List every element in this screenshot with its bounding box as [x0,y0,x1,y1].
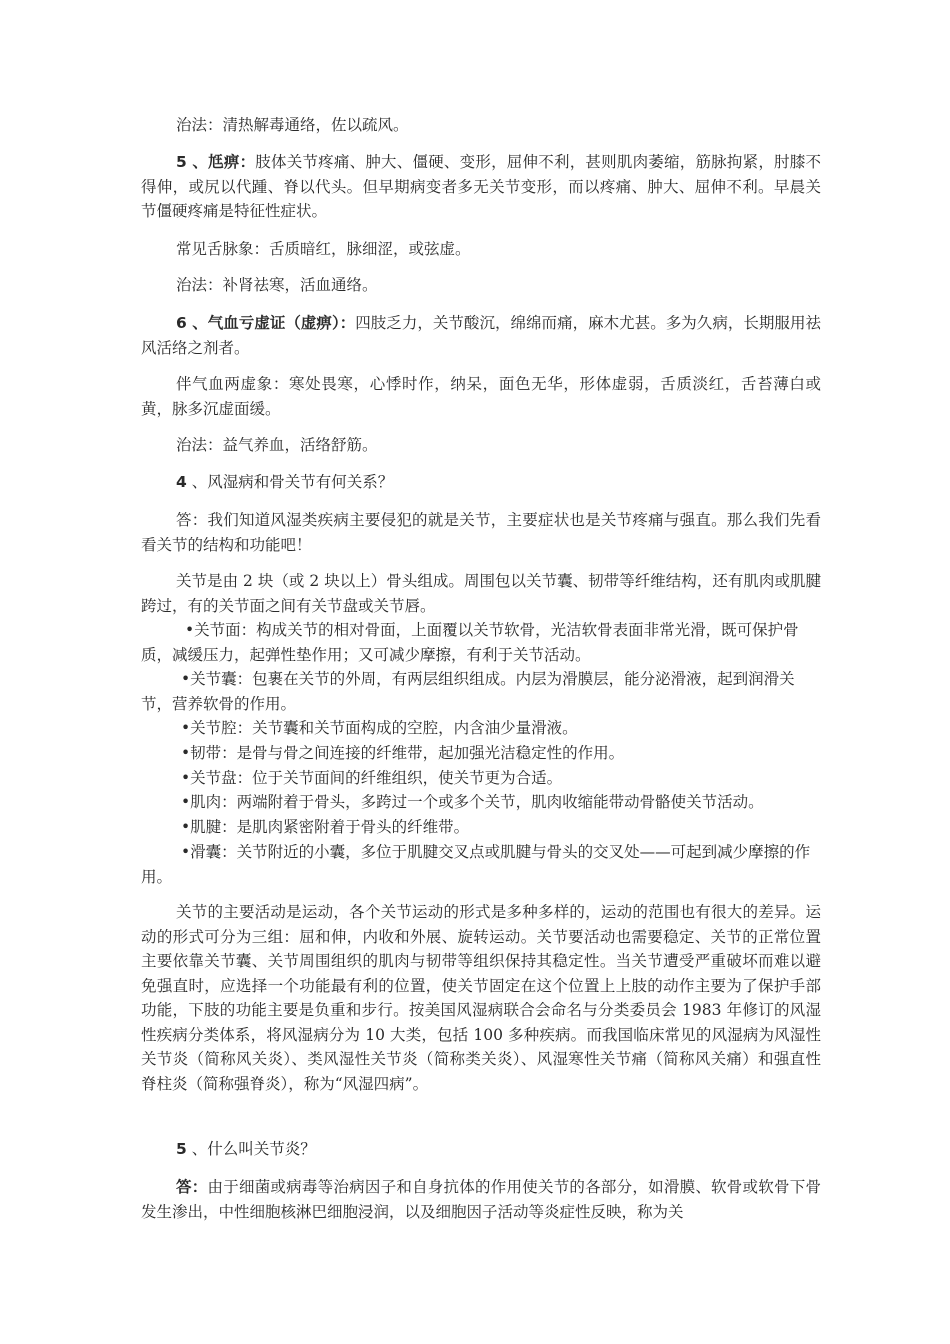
paragraph-answer-5 [141,1175,821,1224]
paragraph-qixue [141,311,821,360]
bullet-text: •关节腔：关节囊和关节面构成的空腔，内含油少量滑液。 [181,719,578,737]
question-heading-4 [141,470,821,495]
bullet-joint-cavity [141,716,821,741]
paragraph-text: 关节是由 2 块（或 2 块以上）骨头组成。周围包以关节囊、韧带等纤维结构，还有肌肉或肌腱跨过，有的关节面之间有关节盘或关节唇。 [141,572,821,615]
paragraph-symptoms [141,372,821,421]
question-text: 、风湿病和骨关节有何关系？ [186,473,394,491]
paragraph-text: 治法：益气养血，活络舒筋。 [176,436,378,454]
answer-label: 答： [176,1178,208,1196]
paragraph-answer-4 [141,508,821,557]
bullet-text: •韧带：是骨与骨之间连接的纤维带，起加强光洁稳定性的作用。 [181,744,625,762]
bullet-joint-surface [141,618,821,667]
paragraph-treatment-3 [141,433,821,458]
bullet-joint-capsule [141,667,821,716]
item-number: 5 [176,1140,187,1158]
paragraph-text: 四肢乏力，关节酸沉，绵绵而痛，麻木尤甚。多为久病，长期服用祛风活络之剂者。 [141,314,821,357]
item-heading: 、尪痹： [186,153,256,171]
paragraph-text: 治法：清热解毒通络，佐以疏风。 [176,116,409,134]
paragraph-joint-movement [141,900,821,1096]
bullet-ligament [141,741,821,766]
question-text: 、什么叫关节炎？ [186,1140,316,1158]
bullet-text: •关节囊：包裹在关节的外周，有两层组织组成。内层为滑膜层，能分泌滑液，起到润滑关节，营养软骨的作用。 [141,670,795,713]
paragraph-text: 常见舌脉象：舌质暗红，脉细涩，或弦虚。 [176,240,471,258]
question-heading-5 [141,1137,821,1162]
paragraph-text: 伴气血两虚象：寒处畏寒，心悸时作，纳呆，面色无华，形体虚弱，舌质淡红，舌苔薄白或黄，脉多沉虚面缓。 [141,375,821,418]
paragraph-treatment-2 [141,273,821,298]
bullet-text: •关节盘：位于关节面间的纤维组织，使关节更为合适。 [181,769,563,787]
paragraph-joint-intro [141,569,821,618]
bullet-bursa [141,840,821,889]
bullet-muscle [141,790,821,815]
paragraph-text: 关节的主要活动是运动，各个关节运动的形式是多种多样的，运动的范围也有很大的差异。运动的形式可分为三组：屈和伸，内收和外展、旋转运动。关节要活动也需要稳定、关节的正常位置主要依靠关节囊、关节周围组织的肌肉与韧带等组织保持其稳定性。当关节遭受严重破坏而难以避免强直时，应选择一个功能最有利的位置，使关节固定在这个位置上上肢的动作主要为了保护手部功能，下肢的功能主要是负重和步行。按美国风湿病联合会命名与分类委员会 1983 年修订的风湿性疾病分类体系，将风湿病分为 10 大类，包括 100 多种疾病。而我国临床常见的风湿病为风湿性关节炎（简称风关炎）、类风湿性关节炎（简称类关炎）、风湿寒性关节痛（简称风关痛）和强直性脊柱炎（简称强脊炎），称为“风湿四病”。 [141,903,821,1093]
bullet-text: •肌肉：两端附着于骨头，多跨过一个或多个关节，肌肉收缩能带动骨骼使关节活动。 [181,793,764,811]
item-number: 6 [176,314,187,332]
bullet-text: •滑囊：关节附近的小囊，多位于肌腱交叉点或肌腱与骨头的交叉处——可起到减少摩擦的作用。 [141,843,811,886]
paragraph-text: 治法：补肾祛寒，活血通络。 [176,276,378,294]
paragraph-text: 答：我们知道风湿类疾病主要侵犯的就是关节，主要症状也是关节疼痛与强直。那么我们先看看关节的结构和功能吧！ [141,511,821,554]
paragraph-text: 由于细菌或病毒等治病因子和自身抗体的作用使关节的各部分，如滑膜、软骨或软骨下骨发生渗出，中性细胞核淋巴细胞浸润，以及细胞因子活动等炎症性反映，称为关 [141,1178,821,1221]
paragraph-treatment-1 [141,113,821,138]
bullet-text: •关节面：构成关节的相对骨面，上面覆以关节软骨，光洁软骨表面非常光滑，既可保护骨质，减缓压力，起弹性垫作用；又可减少摩擦，有利于关节活动。 [141,621,799,664]
item-number: 4 [176,473,187,491]
item-number: 5 [176,153,187,171]
paragraph-text: 肢体关节疼痛、肿大、僵硬、变形，屈伸不利，甚则肌肉萎缩，筋脉拘紧，肘膝不得伸，或尻以代踵、脊以代头。但早期病变者多无关节变形，而以疼痛、肿大、屈伸不利。早晨关节僵硬疼痛是特征性症状。 [141,153,821,220]
item-heading: 、气血亏虚证（虚痹）： [186,314,356,332]
bullet-tendon [141,815,821,840]
paragraph-tongue-pulse [141,237,821,262]
paragraph-wangbi [141,150,821,224]
bullet-text: •肌腱：是肌肉紧密附着于骨头的纤维带。 [181,818,470,836]
bullet-joint-disc [141,766,821,791]
